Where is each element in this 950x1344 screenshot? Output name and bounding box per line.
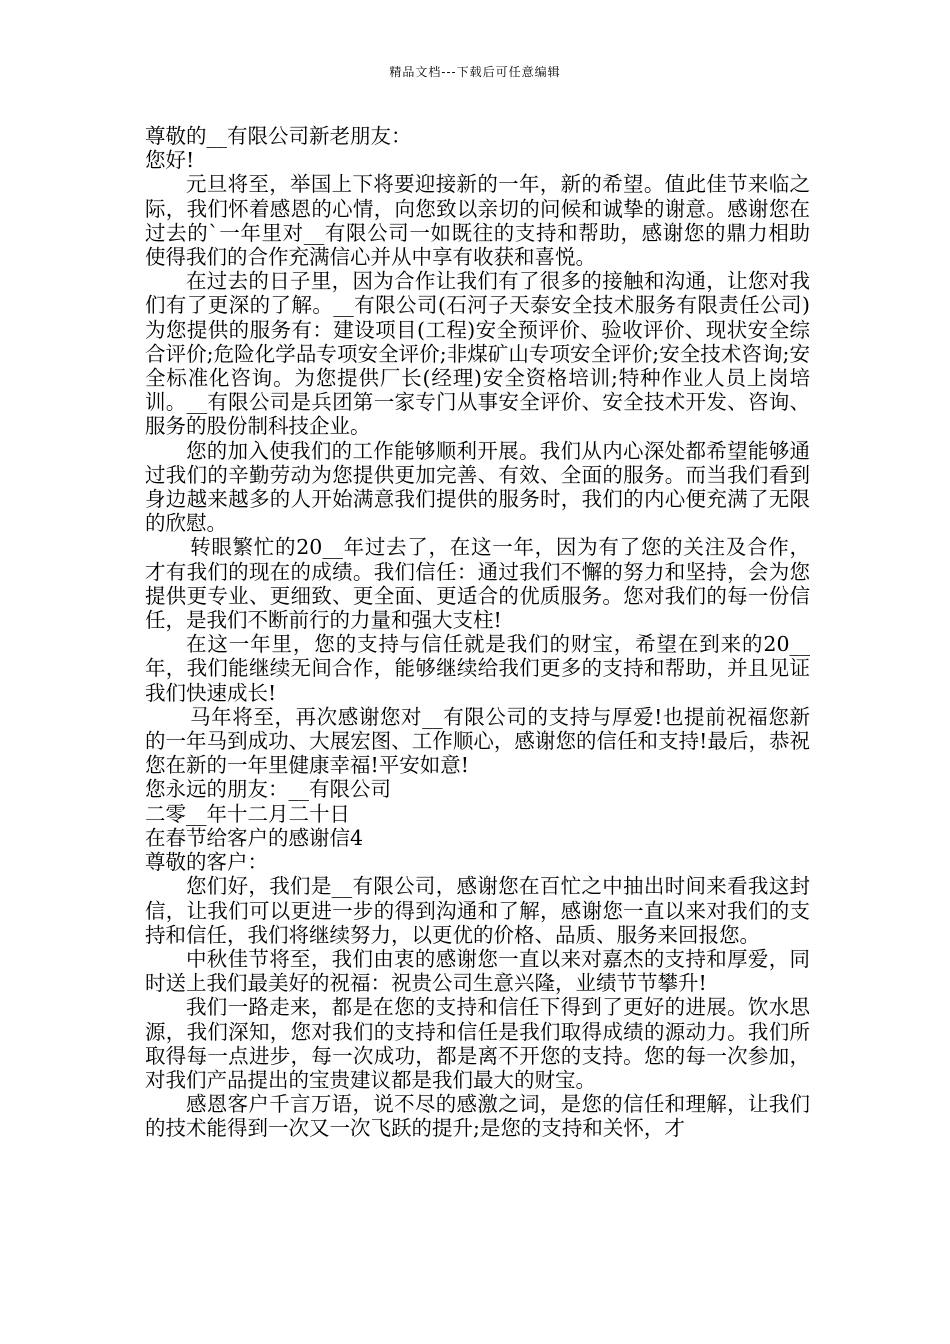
letter4-paragraph: 您们好，我们是__有限公司，感谢您在百忙之中抽出时间来看我这封信，让我们可以更进一步的得到沟通和了解，感谢您一直以来对我们的支持和信任，我们将继续努力，以更优的价格、品质、服务来回报您。 bbox=[145, 874, 810, 947]
letter-paragraph: 在过去的日子里，因为合作让我们有了很多的接触和沟通，让您对我们有了更深的了解。__有限公司(石河子天泰安全技术服务有限责任公司)为您提供的服务有：建设项目(工程)安全预评价、验收评价、现状安全综合评价;危险化学品专项安全评价;非煤矿山专项安全评价;安全技术咨询;安全标准化咨询。为您提供厂长(经理)安全资格培训;特种作业人员上岗培训。__有限公司是兵团第一家专门从事安全评价、安全技术开发、咨询、服务的股份制科技企业。 bbox=[145, 269, 810, 439]
letter4-paragraph: 中秋佳节将至，我们由衷的感谢您一直以来对嘉杰的支持和厚爱，同时送上我们最美好的祝福：祝贵公司生意兴隆，业绩节节攀升! bbox=[145, 946, 810, 996]
page-header: 精品文档---下载后可任意编辑 bbox=[389, 65, 561, 79]
section-title: 在春节给客户的感谢信4 bbox=[145, 825, 364, 850]
letter-paragraph: 马年将至，再次感谢您对__有限公司的支持与厚爱!也提前祝福您新的一年马到成功、大展宏图、工作顺心，感谢您的信任和支持!最后，恭祝您在新的一年里健康幸福!平安如意! bbox=[145, 704, 810, 778]
letter-paragraph: 转眼繁忙的20__年过去了，在这一年，因为有了您的关注及合作，才有我们的现在的成绩。我们信任：通过我们不懈的努力和坚持，会为您提供更专业、更细致、更全面、更适合的优质服务。您对我们的每一份信任，是我们不断前行的力量和强大支柱! bbox=[145, 535, 810, 633]
letter-greeting: 尊敬的__有限公司新老朋友： bbox=[145, 124, 412, 148]
letter-paragraph: 您的加入使我们的工作能够顺利开展。我们从内心深处都希望能够通过我们的辛勤劳动为您提供更加完善、有效、全面的服务。而当我们看到身边越来越多的人开始满意我们提供的服务时，我们的内心便充满了无限的欣慰。 bbox=[145, 438, 810, 536]
letter4-paragraph: 感恩客户千言万语，说不尽的感激之词，是您的信任和理解，让我们的技术能得到一次又一次飞跃的提升;是您的支持和关怀，才 bbox=[145, 1092, 810, 1141]
letter-paragraph: 元旦将至，举国上下将要迎接新的一年，新的希望。值此佳节来临之际，我们怀着感恩的心情，向您致以亲切的问候和诚挚的谢意。感谢您在过去的`一年里对__有限公司一如既往的支持和帮助，感谢您的鼎力相助使得我们的合作充满信心并从中享有收获和喜悦。 bbox=[145, 172, 810, 270]
letter-salutation: 您好! bbox=[145, 148, 195, 173]
letter4-greeting: 尊敬的客户： bbox=[145, 850, 268, 875]
letter-date: 二零__年十二月二十日 bbox=[145, 801, 350, 826]
letter-paragraph: 在这一年里，您的支持与信任就是我们的财宝，希望在到来的20__年，我们能继续无间合作，能够继续给我们更多的支持和帮助，并且见证我们快速成长! bbox=[145, 632, 810, 705]
letter-closing: 您永远的朋友：__有限公司 bbox=[145, 777, 391, 802]
letter4-paragraph: 我们一路走来，都是在您的支持和信任下得到了更好的进展。饮水思源，我们深知，您对我们的支持和信任是我们取得成绩的源动力。我们所取得每一点进步，每一次成功，都是离不开您的支持。您的每一次参加，对我们产品提出的宝贵建议都是我们最大的财宝。 bbox=[145, 995, 810, 1092]
document-body bbox=[145, 124, 810, 1141]
